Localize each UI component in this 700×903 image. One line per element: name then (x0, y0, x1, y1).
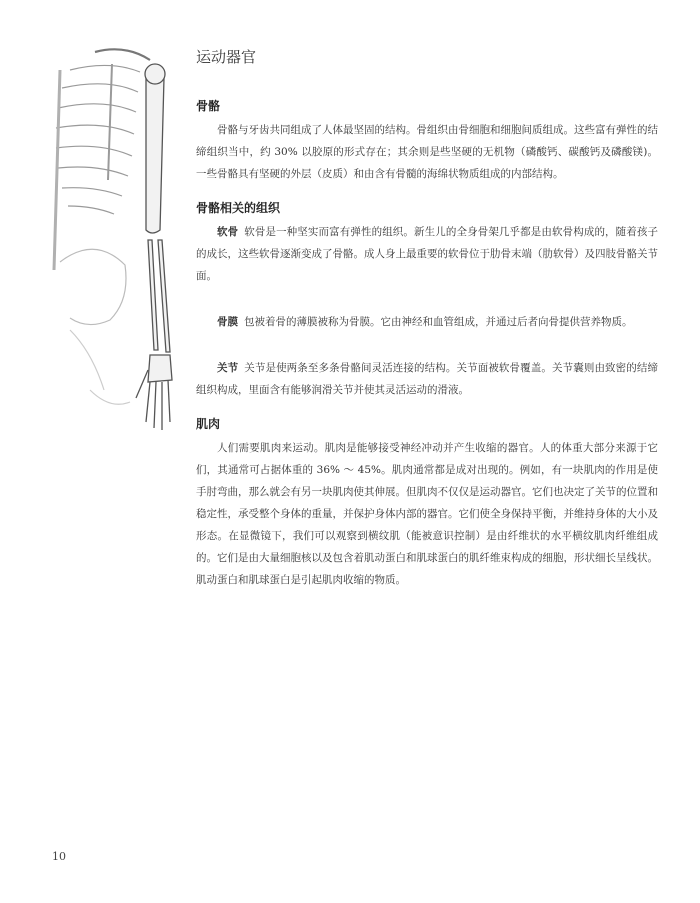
page-number: 10 (52, 850, 66, 863)
spacer (196, 287, 658, 311)
periosteum-text: 包被着骨的薄膜被称为骨膜。它由神经和血管组成，并通过后者向骨提供营养物质。 (244, 316, 633, 328)
cartilage-text: 软骨是一种坚实而富有弹性的组织。新生儿的全身骨架几乎都是由软骨构成的，随着孩子的成长，这些软骨逐渐变成了骨骼。成人身上最重要的软骨位于肋骨末端（肋软骨）及四肢骨骼关节面。 (196, 226, 659, 282)
section-heading-bones: 骨骼 (196, 99, 221, 113)
joint-text: 关节是使两条至多条骨骼间灵活连接的结构。关节面被软骨覆盖。关节囊则由致密的结缔组织构成，里面含有能够润滑关节并使其灵活运动的滑液。 (196, 362, 659, 396)
cartilage-term: 软骨 (217, 226, 239, 238)
joint-paragraph (196, 357, 658, 401)
page-title: 运动器官 (196, 48, 257, 66)
periosteum-paragraph (196, 311, 658, 333)
periosteum-term: 骨膜 (217, 316, 238, 328)
cartilage-paragraph (196, 221, 658, 287)
muscles-paragraph: 人们需要肌肉来运动。肌肉是能够接受神经冲动并产生收缩的器官。人的体重大部分来源于它们，其通常可占据体重的 36% ～ 45%。肌肉通常都是成对出现的。例如，有一块肌肉的作用是使手肘弯曲，那么就会有另一块肌肉使其伸展。但肌肉不仅仅是运动器官。它们也决定了关节的位置和稳定性，承受整个身体的重量，并保护身体内部的器官。它们使全身保持平衡，并维持身体的大小及形态。在显微镜下，我们可以观察到横纹肌（能被意识控制）是由纤维状的水平横纹肌肉纤维组成的。它们是由大量细胞核以及包含着肌动蛋白和肌球蛋白的肌纤维束构成的细胞，形状细长呈线状。肌动蛋白和肌球蛋白是引起肌肉收缩的物质。 (196, 442, 658, 586)
skeleton-illustration-icon (0, 30, 190, 450)
spacer (196, 185, 658, 199)
bones-paragraph: 骨骼与牙齿共同组成了人体最坚固的结构。骨组织由骨细胞和细胞间质组成。这些富有弹性的结缔组织当中，约 30% 以胶原的形式存在；其余则是些坚硬的无机物（磷酸钙、碳酸钙及磷酸镁)。一些骨骼具有坚硬的外层（皮质）和由含有骨髓的海绵状物质组成的内部结构。 (196, 124, 658, 180)
spacer (196, 333, 658, 357)
section-heading-muscles: 肌肉 (196, 417, 221, 431)
spacer (196, 401, 658, 415)
section-heading-related-tissue: 骨骼相关的组织 (196, 201, 281, 215)
joint-term: 关节 (217, 362, 239, 374)
article-body (196, 46, 658, 591)
